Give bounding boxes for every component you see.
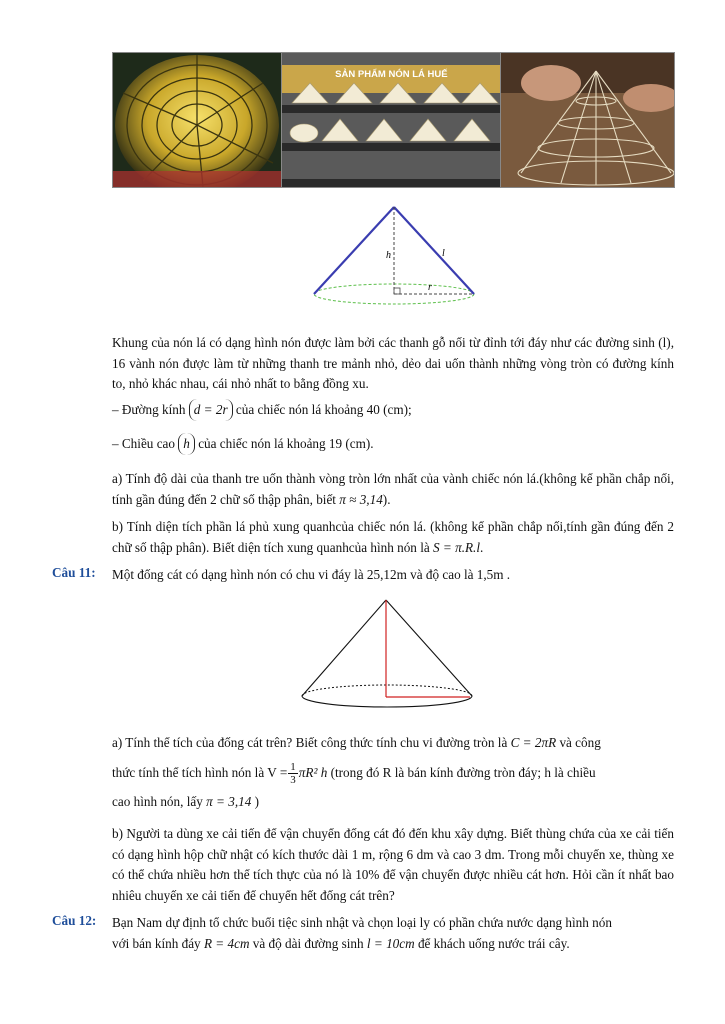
- diameter-suffix: của chiếc nón lá khoảng 40 (cm);: [232, 402, 412, 417]
- part-a-intro: [112, 469, 674, 510]
- q11-part-a-line2: [112, 760, 674, 786]
- photo-hat-shelf: [282, 53, 500, 187]
- q12-l2-a: với bán kính đáy: [112, 936, 201, 951]
- question-11-label: Câu 11:: [52, 565, 96, 580]
- sand-cone-slant-right: [386, 600, 472, 696]
- fraction-one-third: [288, 761, 298, 786]
- q11-a2-v: V =: [267, 765, 288, 780]
- sand-cone-base-front: [302, 696, 472, 707]
- q11-part-b: b) Người ta dùng xe cải tiến để vận chuyển đống cát đó đến khu xây dựng. Biết thùng chứa của xe cải tiến có dạng hình hộp chữ nhật có kích thước dài 1 m, rộng 6 dm và cao 3 dm. Trong mỗi chuyến xe, thùng xe có thể chứa nhiều hơn thể tích thực của nó là 10% để vận chuyển được nhiều cát hơn. Hỏi cần ít nhất bao nhiêu chuyến xe cải tiến để chuyển hết đống cát trên?: [112, 826, 674, 903]
- label-l: l: [442, 248, 445, 259]
- q12-slant-formula: l = 10cm: [366, 936, 415, 951]
- diameter-prefix: – Đường kính: [112, 402, 189, 417]
- shelf-banner-text: SẢN PHẨM NÓN LÁ HUẾ: [335, 69, 448, 80]
- height-line: [112, 433, 674, 455]
- photo-hat-frame-weaving: [501, 53, 674, 187]
- diameter-formula: d = 2r: [189, 399, 233, 421]
- height-suffix: của chiếc nón lá khoảng 19 (cm).: [194, 436, 374, 451]
- part-a-formula: π ≈ 3,14: [339, 491, 383, 507]
- q11-a3-formula: π = 3,14: [206, 794, 252, 809]
- q11-a3-end: ): [254, 794, 260, 809]
- label-r: r: [428, 282, 432, 293]
- q12-l2-b: và độ dài đường sinh: [252, 936, 364, 951]
- question-12-label: Câu 12:: [52, 913, 97, 928]
- photo-strip: [112, 52, 675, 188]
- label-h: h: [386, 250, 391, 261]
- part-b-text: b) Tính diện tích phần lá phủ xung quanhcủa chiếc nón lá. (không kể phần chắp nối,tính gần đúng đến 2 chữ số thập phân). Biết diện tích xung quanhcủa hình nón là: [112, 519, 674, 555]
- q11-a1-text: a) Tính thể tích của đống cát trên? Biết công thức tính chu vi đường tròn là: [112, 735, 508, 750]
- cone-diagram-hat: [300, 202, 490, 307]
- diameter-line: [112, 399, 674, 421]
- cone-diagram-sand: [298, 596, 478, 708]
- right-angle-mark: [394, 288, 400, 294]
- part-b-formula: S = π.R.l: [433, 539, 481, 555]
- q11-part-a-line3: [112, 792, 674, 813]
- part-b-intro: [112, 517, 674, 558]
- part-b-end: .: [480, 539, 484, 555]
- sand-cone-slant-left: [302, 600, 386, 696]
- q12-radius-formula: R = 4cm: [203, 936, 250, 951]
- question-11-text: Một đống cát có dạng hình nón có chu vi đáy là 25,12m và độ cao là 1,5m .: [112, 567, 511, 582]
- height-prefix: – Chiều cao: [112, 436, 179, 451]
- q11-a3-text: cao hình nón, lấy: [112, 794, 203, 809]
- q11-a2-formula-rest: πR² h: [298, 765, 328, 780]
- cone-slant-right: [394, 207, 474, 294]
- height-formula: h: [178, 433, 195, 455]
- part-a-text: a) Tính độ dài của thanh tre uốn thành vòng tròn lớn nhất của vành chiếc nón lá.(không kể phần chắp nối, tính gần đúng đến 2 chữ số thập phân, biết: [112, 471, 674, 507]
- photo-hat-underside: [113, 53, 282, 187]
- question-12-line1: Bạn Nam dự định tổ chức buổi tiệc sinh nhật và chọn loại ly có phần chứa nước dạng hình nón: [112, 915, 612, 930]
- question-12-line2: [112, 934, 674, 955]
- fraction-numerator: 1: [290, 761, 296, 774]
- q11-part-a-line1: [112, 733, 674, 754]
- q12-l2-c: để khách uống nước trái cây.: [417, 936, 570, 951]
- fraction-denominator: 3: [290, 774, 296, 787]
- q11-a2-suffix: (trong đó R là bán kính đường tròn đáy; h là chiều: [330, 765, 596, 780]
- q11-a1-end: và công: [559, 735, 601, 750]
- cone-slant-left: [314, 207, 394, 294]
- q11-a2-prefix: thức tính thể tích hình nón là: [112, 765, 265, 780]
- intro-paragraph: Khung của nón lá có dạng hình nón được làm bởi các thanh gỗ nối từ đỉnh tới đáy như các đường sinh (l), 16 vành nón được làm từ những thanh tre mảnh nhỏ, dẻo dai uốn thành những vòng tròn có đường kính to, nhỏ khác nhau, cái nhỏ nhất to bằng đồng xu.: [112, 335, 674, 391]
- part-a-end: ).: [382, 491, 391, 507]
- sand-cone-base-back: [302, 685, 472, 696]
- q11-a1-formula: C = 2πR: [510, 735, 557, 750]
